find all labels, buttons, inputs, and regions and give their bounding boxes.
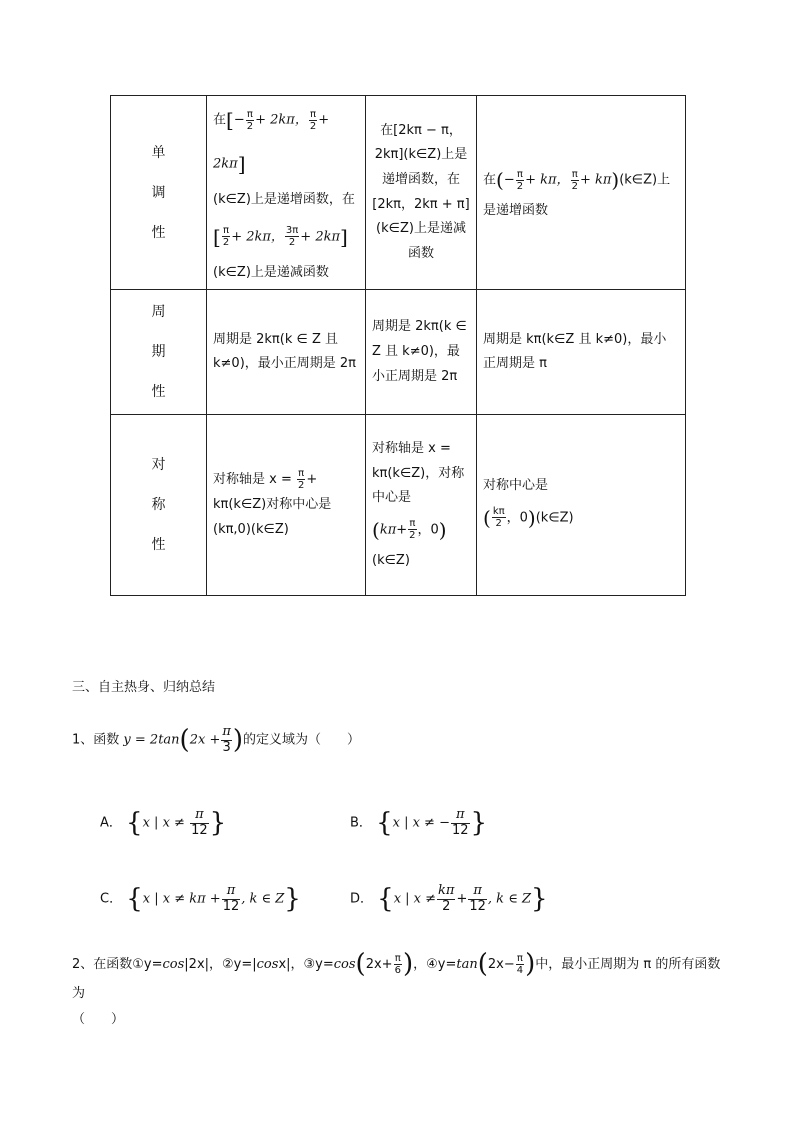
fraction: $\frac{\pi}{2}$ [297, 468, 305, 492]
text: 对称轴是 x = [213, 472, 296, 488]
section-title: 三、自主热身、归纳总结 [72, 680, 216, 695]
text: (k∈Z) [535, 510, 574, 526]
text: 的定义域为（ ） [243, 732, 361, 748]
row-header-char: 周 [151, 304, 166, 321]
row-header-monotonicity [111, 96, 207, 290]
text: cos [162, 957, 185, 972]
cell-sin-period: 周期是 2kπ(k ∈ Z 且 k≠0)，最小正周期是 2π [207, 290, 366, 415]
text: + kπ [579, 172, 612, 188]
text: ，0 [417, 522, 439, 538]
text: ，④y= [413, 957, 457, 972]
text: y = 2tan [123, 732, 180, 748]
text: 2x+ [365, 957, 393, 972]
text: (k∈Z)上是递增函数，在 [213, 192, 355, 207]
option-d[interactable]: D． {x | x ≠ $\frac{k\pi}{2}$ + $\frac{\pi}{12}$ , k ∈ Z} [350, 883, 548, 914]
text: 在 [213, 112, 227, 128]
table-row-symmetry [111, 415, 686, 596]
text: cos [333, 957, 356, 972]
answer-blank: （ ） [72, 1011, 125, 1027]
text: 对称轴是 x = kπ(k∈Z)，对称中心是 [372, 440, 465, 506]
text: , k ∈ Z [487, 891, 531, 907]
fraction: $\frac{\pi}{2}$ [222, 225, 230, 249]
text: + 2kπ [213, 112, 330, 172]
fraction: $\frac{\pi}{2}$ [571, 168, 578, 192]
row-header-char: 调 [151, 184, 166, 201]
row-header-char: 对 [151, 457, 166, 474]
text: + 2kπ [300, 229, 341, 245]
text: , k ∈ Z [241, 891, 285, 907]
fraction: $\frac{k\pi}{2}$ [438, 883, 455, 914]
text: cos [256, 957, 279, 972]
text: + [456, 891, 468, 907]
cell-cos-period: 周期是 2kπ(k ∈ Z 且 k≠0)，最小正周期是 2π [366, 290, 477, 415]
fraction: $\frac{\pi}{4}$ [516, 953, 524, 976]
text: + kπ(k∈Z)对称中心是(kπ,0)(k∈Z) [213, 472, 332, 537]
option-label: B． [350, 815, 372, 831]
fraction: $\frac{\pi}{2}$ [409, 518, 416, 542]
text: 在 [483, 172, 497, 188]
cell-cos-monotonicity: 在[2kπ − π，2kπ](k∈Z)上是递增函数，在[2kπ，2kπ + π](k∈Z)上是递减函数 [366, 96, 477, 290]
text: (k∈Z)上是递增函数 [483, 172, 671, 219]
text: |2x|，②y=| [184, 957, 257, 972]
fraction: $\frac{\pi}{12}$ [451, 807, 469, 838]
table-row-periodicity [111, 290, 686, 415]
text: x | x ≠ [393, 891, 437, 907]
option-label: D． [350, 891, 374, 907]
fraction: $\frac{\pi}{2}$ [309, 108, 317, 132]
option-a[interactable]: A． {x | x ≠ $\frac{\pi}{12}$ } [100, 807, 227, 838]
fraction: $\frac{\pi}{2}$ [516, 168, 524, 192]
text: − [503, 172, 515, 188]
fraction: $\frac{\pi}{12}$ [191, 807, 208, 838]
text: x | x ≠ kπ + [142, 891, 221, 907]
option-label: A． [100, 815, 122, 831]
question-2: 2、在函数①y=cos|2x|，②y=|cosx|，③y=cos(2x+ $\frac{\pi}{6}$ )，④y=tan(2x− $\frac{\pi}{4}$ )中，最小正周期为 π 的所有函数为 （ ） [72, 945, 732, 1029]
table-row-monotonicity [111, 96, 686, 290]
text: + 2kπ， [231, 229, 284, 245]
option-c[interactable]: C． {x | x ≠ kπ + $\frac{\pi}{12}$ , k ∈ Z} [100, 883, 301, 914]
text: (k∈Z) [372, 552, 410, 568]
row-header-char: 称 [151, 497, 166, 514]
text: x|，③y= [278, 957, 334, 972]
text: x | x ≠ [142, 815, 190, 831]
fraction: $\frac{3\pi}{2}$ [285, 225, 299, 249]
option-label: C． [100, 891, 123, 907]
text: 2x + [189, 732, 221, 748]
text: x | x ≠ − [392, 815, 450, 831]
cell-tan-symmetry: 对称中心是 ( $\frac{k\pi}{2}$ ，0)(k∈Z) [477, 415, 686, 596]
row-header-char: 单 [151, 144, 166, 161]
trig-properties-table [110, 95, 686, 596]
option-b[interactable]: B． {x | x ≠ − $\frac{\pi}{12}$ } [350, 807, 488, 838]
fraction: $\frac{\pi}{6}$ [394, 953, 401, 976]
cell-sin-symmetry [207, 415, 366, 596]
text: + 2kπ， [255, 112, 308, 128]
row-header-char: 性 [151, 537, 166, 554]
fraction: $\frac{\pi}{2}$ [246, 108, 254, 132]
row-header-char: 性 [151, 224, 166, 241]
cell-tan-monotonicity: 在(− $\frac{\pi}{2}$ + kπ， $\frac{\pi}{2}$ + kπ)(k∈Z)上是递增函数 [477, 96, 686, 290]
text: 对称中心是 [483, 477, 549, 493]
text: + kπ， [525, 172, 570, 188]
row-header-char: 期 [151, 344, 166, 361]
cell-cos-symmetry: 对称轴是 x = kπ(k∈Z)，对称中心是 (kπ+ $\frac{\pi}{2}$ ，0)(k∈Z) [366, 415, 477, 596]
cell-sin-monotonicity: 在[− $\frac{\pi}{2}$ + 2kπ， $\frac{\pi}{2}$ + 2kπ] (k∈Z)上是递增函数，在 [ $\frac{\pi}{2}$ + 2kπ， $\frac{3\pi}{2}$ + 2kπ](k∈Z)上是递减函数 [207, 96, 366, 290]
row-header-char: 性 [151, 384, 166, 401]
text: 1、函数 [72, 732, 120, 748]
question-1: 1、函数 y = 2tan(2x + $\frac{\pi}{3}$ )的定义域为（ ） [72, 724, 361, 755]
fraction: $\frac{\pi}{12}$ [222, 883, 240, 914]
text: + [396, 522, 408, 538]
cell-tan-period: 周期是 kπ(k∈Z 且 k≠0)，最小正周期是 π [477, 290, 686, 415]
row-header-symmetry [111, 415, 207, 596]
text: (k∈Z)上是递减函数 [213, 264, 329, 280]
text: 中，最小正周期为 π 的所有函数为 [72, 957, 721, 1001]
fraction: $\frac{k\pi}{2}$ [492, 506, 505, 530]
text: ，0 [506, 510, 528, 526]
text: − [233, 112, 245, 128]
text: 2、在函数①y= [72, 957, 163, 972]
row-header-periodicity [111, 290, 207, 415]
text: 2x− [487, 957, 515, 972]
fraction: $\frac{\pi}{12}$ [469, 883, 486, 914]
fraction: $\frac{\pi}{3}$ [222, 724, 231, 755]
text: tan [456, 957, 478, 972]
